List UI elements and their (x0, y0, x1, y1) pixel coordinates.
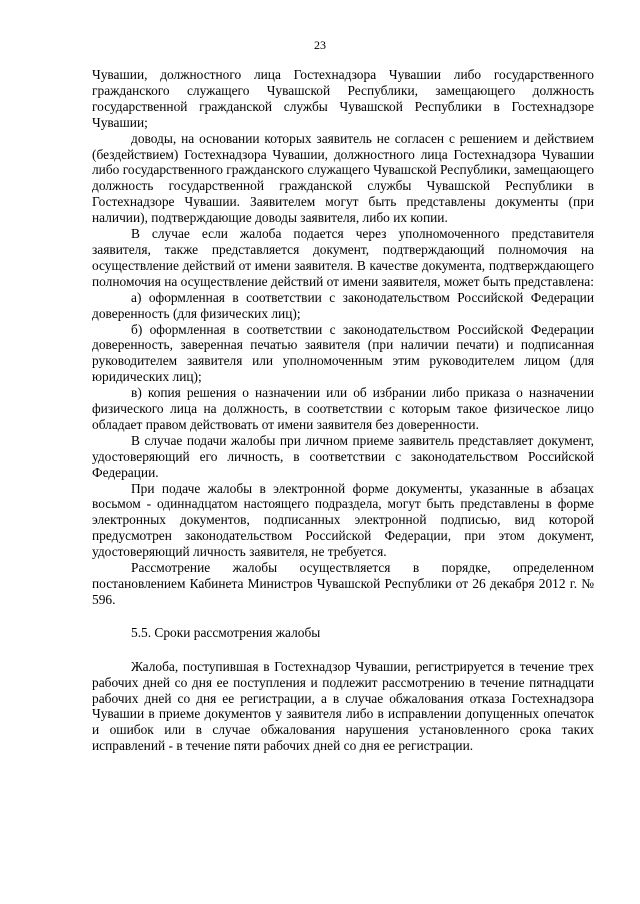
paragraph-review-procedure: Рассмотрение жалобы осуществляется в порядке, определенном постановлением Кабинета Министров Чувашской Республики от 26 декабря 2012 г. № 596. (92, 560, 594, 607)
paragraph-continuation: Чувашии, должностного лица Гостехнадзора Чувашии либо государственного гражданского служащего Чувашской Республики, замещающего должность государственной гражданской службы Чувашской Республики в Гостехнадзоре Чувашии; (92, 67, 594, 130)
list-item-a: а) оформленная в соответствии с законодательством Российской Федерации доверенность (для физических лиц); (92, 289, 594, 321)
paragraph-review-terms: Жалоба, поступившая в Гостехнадзор Чувашии, регистрируется в течение трех рабочих дней со дня ее поступления и подлежит рассмотрению в течение пятнадцати рабочих дней со дня ее регистрации, а в случае обжалования отказа Гостехнадзора Чувашии в приеме документов у заявителя либо в исправлении допущенных опечаток и ошибок или в случае обжалования нарушения установленного срока таких исправлений - в течение пяти рабочих дней со дня ее регистрации. (92, 658, 594, 754)
list-item-b: б) оформленная в соответствии с законодательством Российской Федерации доверенность, заверенная печатью заявителя (при наличии печати) и подписанная руководителем заявителя или уполномоченным этим руководителем лицом (для юридических лиц); (92, 321, 594, 385)
section-heading: 5.5. Сроки рассмотрения жалобы (131, 624, 321, 640)
paragraph-arguments: доводы, на основании которых заявитель не согласен с решением и действием (бездействием) Гостехнадзора Чувашии, должностного лица Гостехнадзора Чувашии либо государственного гражданского служащего Чувашской Республики, замещающего должность государственной гражданской службы Чувашской Республики в Гостехнадзоре Чувашии. Заявителем могут быть представлены документы (при наличии), подтверждающие доводы заявителя, либо их копии. (92, 130, 594, 226)
page-number: 23 (314, 38, 326, 52)
list-item-c: в) копия решения о назначении или об избрании либо приказа о назначении физического лица на должность, в соответствии с которым такое физическое лицо обладает правом действовать от имени заявителя без доверенности. (92, 385, 594, 432)
paragraph-personal-reception: В случае подачи жалобы при личном приеме заявитель представляет документ, удостоверяющий его личность, в соответствии с законодательством Российской Федерации. (92, 432, 594, 480)
paragraph-representative: В случае если жалоба подается через уполномоченного представителя заявителя, также представляется документ, подтверждающий полномочия на осуществление действий от имени заявителя. В качестве документа, подтверждающего полномочия на осуществление действий от имени заявителя, может быть представлена: (92, 226, 594, 289)
paragraph-electronic-form: При подаче жалобы в электронной форме документы, указанные в абзацах восьмом - одиннадцатом настоящего подраздела, могут быть представлены в форме электронных документов, подписанных электронной подписью, вид которой предусмотрен законодательством Российской Федерации, при этом документ, удостоверяющий личность заявителя, не требуется. (92, 480, 594, 560)
document-body (92, 67, 594, 754)
